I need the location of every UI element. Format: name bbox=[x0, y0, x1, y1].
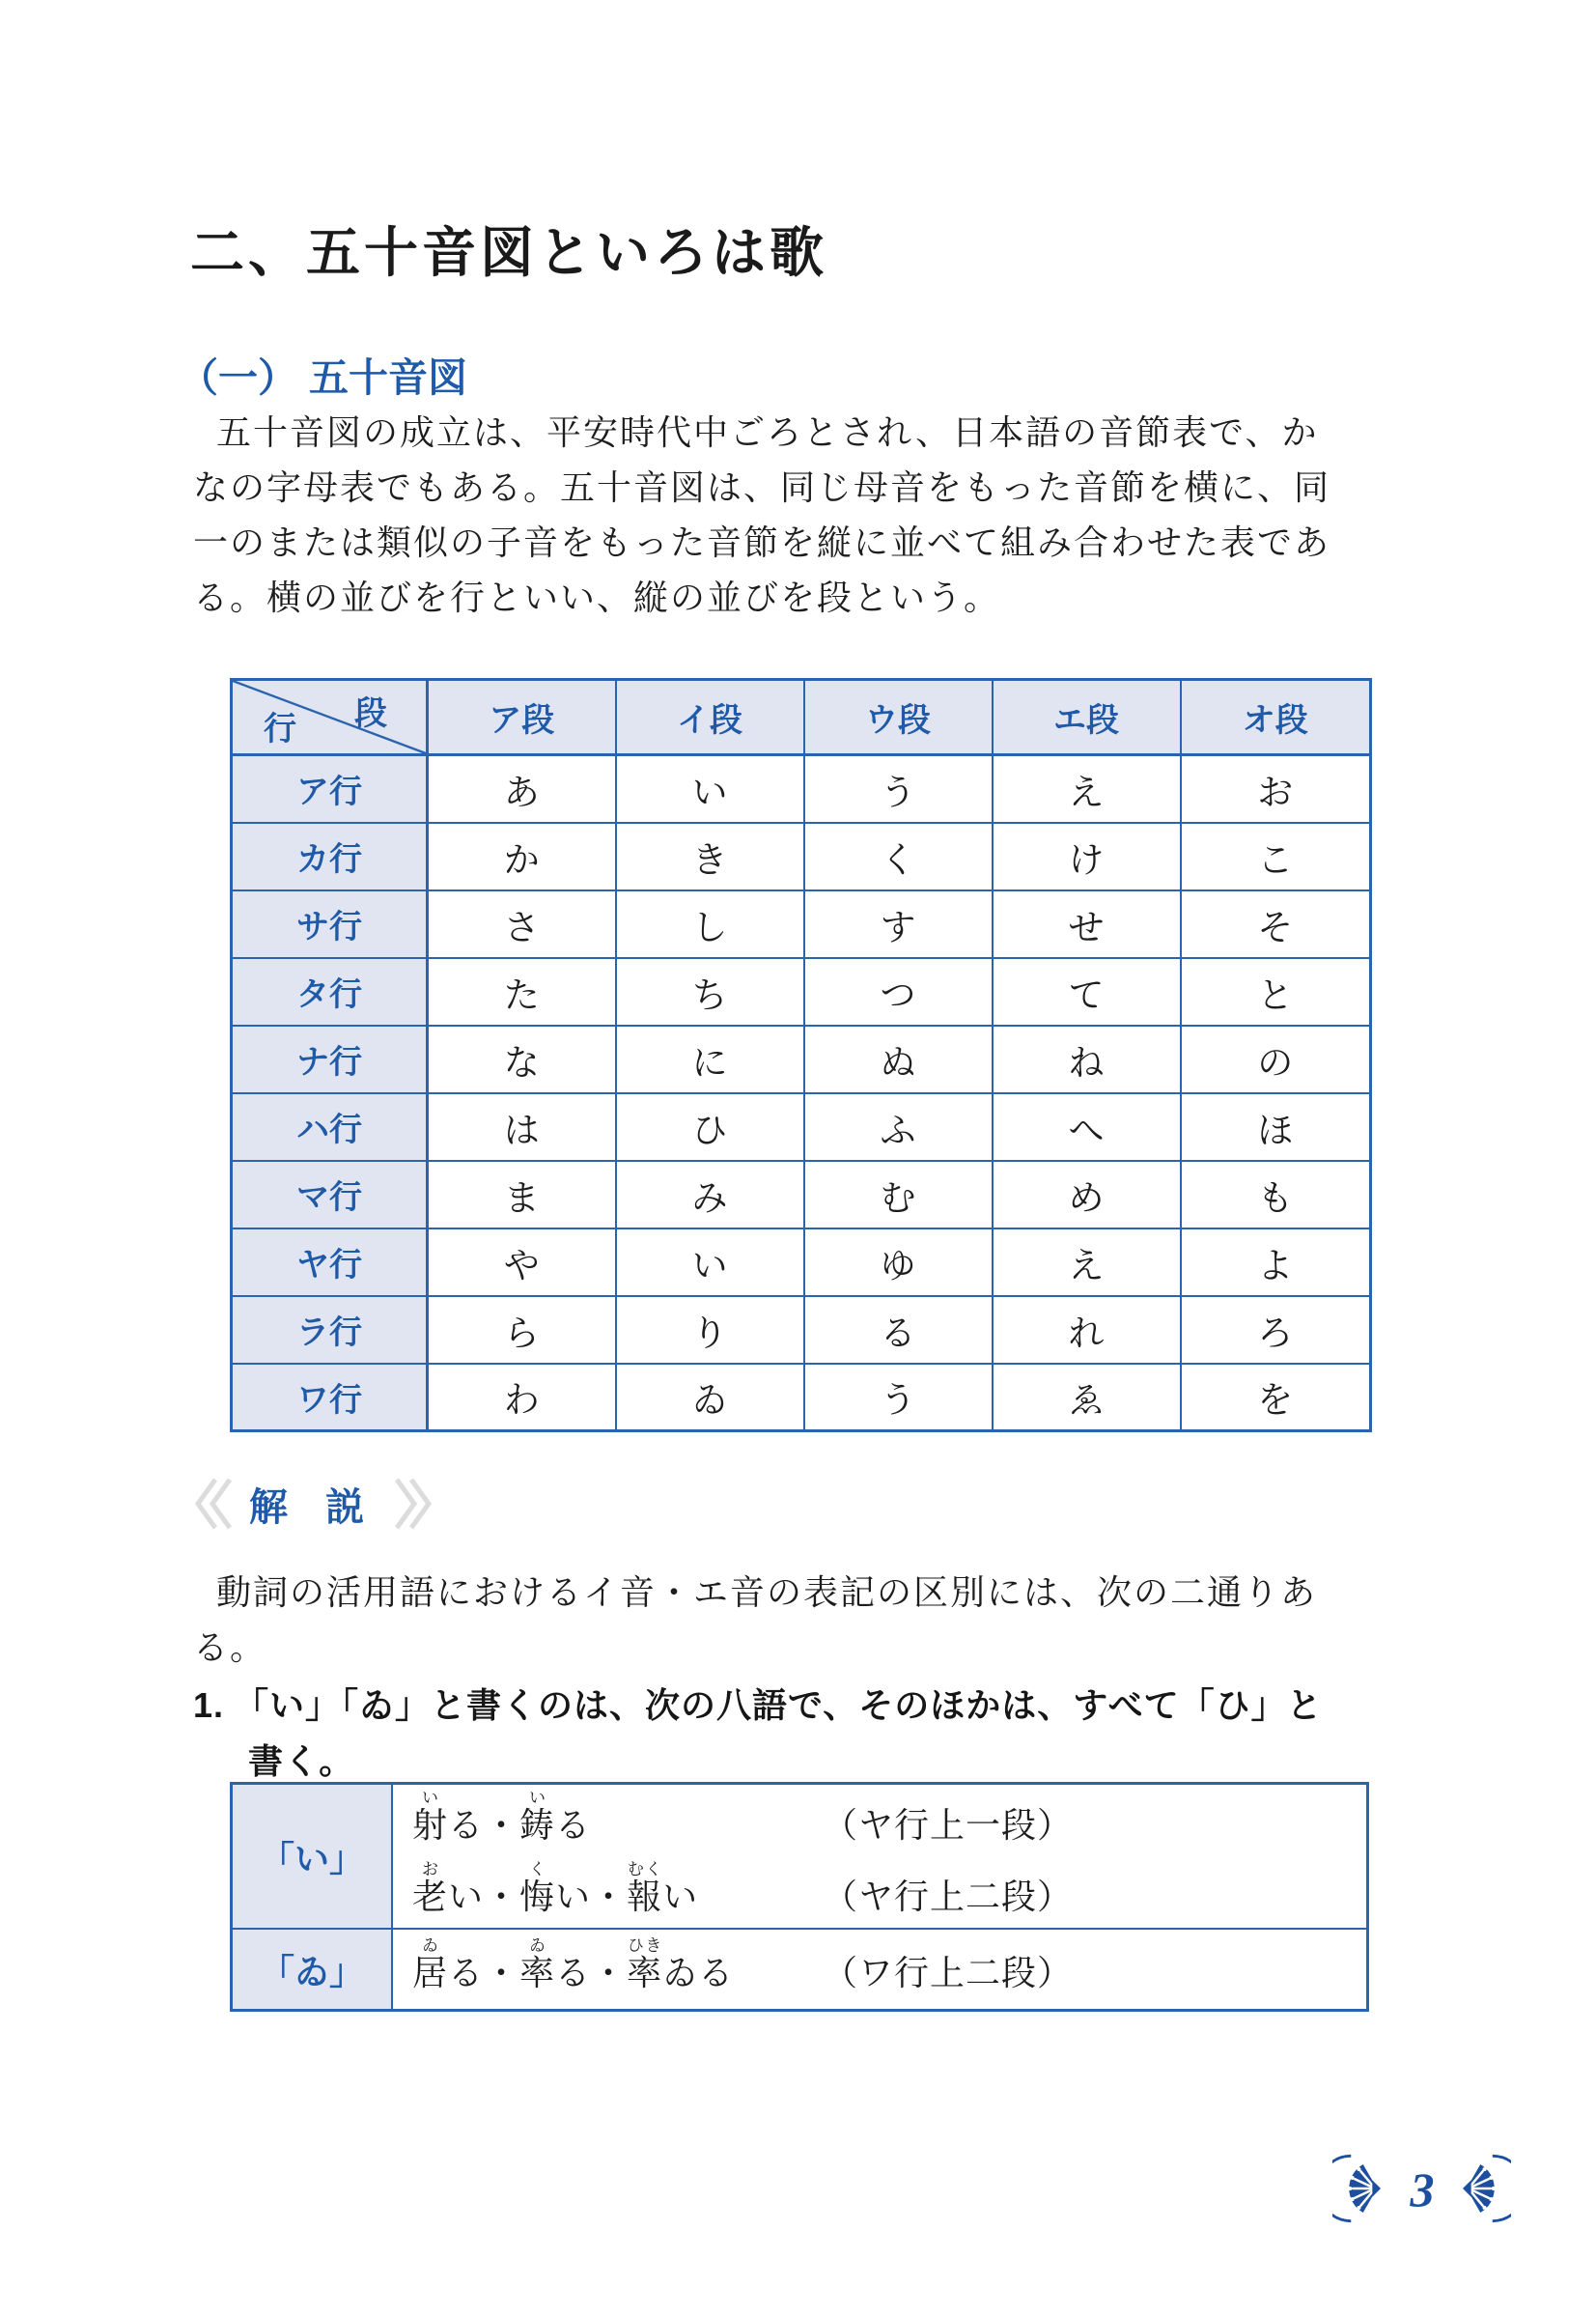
section-heading-text: 五十音図 bbox=[309, 355, 467, 400]
row-header: 「い」 bbox=[233, 1785, 393, 1928]
kana-cell: ね bbox=[993, 1026, 1181, 1093]
kana-cell: わ bbox=[428, 1364, 616, 1431]
row-header: ワ行 bbox=[232, 1364, 428, 1431]
paragraph-line: る。横の並びを行といい、縦の並びを段という。 bbox=[193, 578, 1001, 617]
kana-cell: や bbox=[428, 1228, 616, 1296]
kana-cell: ち bbox=[616, 958, 804, 1026]
conjugation-label: （ワ行上二段） bbox=[823, 1953, 1074, 1992]
kana-cell: せ bbox=[993, 890, 1181, 958]
paragraph-line: る。 bbox=[193, 1627, 267, 1667]
kana-cell: い bbox=[616, 755, 804, 823]
example-words: 老おい・悔くい・報むくい bbox=[412, 1860, 699, 1916]
kana-cell: へ bbox=[993, 1093, 1181, 1161]
table-row bbox=[232, 1228, 1371, 1296]
kana-cell: む bbox=[804, 1161, 993, 1228]
row-header: タ行 bbox=[232, 958, 428, 1026]
kana-cell: ゐ bbox=[616, 1364, 804, 1431]
paragraph-line: なの字母表でもある。五十音図は、同じ母音をもった音節を横に、同 bbox=[193, 467, 1331, 507]
column-header: ア段 bbox=[428, 680, 616, 755]
conjugation-label: （ヤ行上一段） bbox=[823, 1805, 1074, 1845]
table-row bbox=[232, 1161, 1371, 1228]
kana-cell: の bbox=[1181, 1026, 1371, 1093]
intro-paragraph bbox=[193, 405, 1410, 625]
hyouki-table bbox=[230, 1782, 1369, 2012]
kaisetsu-paragraph bbox=[193, 1565, 1410, 1675]
table-row bbox=[232, 755, 1371, 823]
kana-cell: ぬ bbox=[804, 1026, 993, 1093]
row-content bbox=[393, 1785, 1366, 1928]
kana-cell: さ bbox=[428, 890, 616, 958]
kana-cell: ふ bbox=[804, 1093, 993, 1161]
kana-cell: ろ bbox=[1181, 1296, 1371, 1364]
column-header: ウ段 bbox=[804, 680, 993, 755]
kana-cell: と bbox=[1181, 958, 1371, 1026]
row-header: ナ行 bbox=[232, 1026, 428, 1093]
row-header: サ行 bbox=[232, 890, 428, 958]
kana-cell: た bbox=[428, 958, 616, 1026]
numbered-item bbox=[193, 1679, 1323, 1728]
kana-cell: う bbox=[804, 1364, 993, 1431]
kana-cell: け bbox=[993, 823, 1181, 890]
paragraph-line: 五十音図の成立は、平安時代中ごろとされ、日本語の音節表で、か bbox=[216, 412, 1319, 452]
diagonal-divider bbox=[233, 681, 426, 753]
row-header: ラ行 bbox=[232, 1296, 428, 1364]
table-row bbox=[232, 958, 1371, 1026]
kana-cell: そ bbox=[1181, 890, 1371, 958]
table-row bbox=[233, 1785, 1366, 1930]
kana-cell: え bbox=[993, 1228, 1181, 1296]
kana-cell: う bbox=[804, 755, 993, 823]
kana-cell: は bbox=[428, 1093, 616, 1161]
kana-cell: り bbox=[616, 1296, 804, 1364]
column-header: エ段 bbox=[993, 680, 1181, 755]
table-row bbox=[232, 823, 1371, 890]
kana-cell: い bbox=[616, 1228, 804, 1296]
kana-cell: み bbox=[616, 1161, 804, 1228]
column-header: イ段 bbox=[616, 680, 804, 755]
kana-cell: こ bbox=[1181, 823, 1371, 890]
page-title: 二、五十音図といろは歌 bbox=[190, 222, 827, 283]
kana-cell: え bbox=[993, 755, 1181, 823]
table-row bbox=[232, 890, 1371, 958]
example-words: 居ゐる・率ゐる・率ひきゐる bbox=[412, 1936, 735, 1992]
kana-cell: す bbox=[804, 890, 993, 958]
item-text: 「い」「ゐ」と書くのは、次の八語で、そのほかは、すべて「ひ」と bbox=[234, 1685, 1323, 1725]
fan-icon bbox=[1463, 2152, 1511, 2225]
corner-label-gyo: 行 bbox=[264, 711, 296, 748]
table-row bbox=[232, 1364, 1371, 1431]
item-number: 1. bbox=[193, 1685, 225, 1725]
kana-cell: ゆ bbox=[804, 1228, 993, 1296]
numbered-item-continuation: 書く。 bbox=[248, 1741, 355, 1781]
kana-cell: ほ bbox=[1181, 1093, 1371, 1161]
row-header: ア行 bbox=[232, 755, 428, 823]
row-header: ハ行 bbox=[232, 1093, 428, 1161]
section-number: （一） bbox=[179, 355, 297, 400]
example-line bbox=[412, 1930, 1366, 2009]
kana-cell: よ bbox=[1181, 1228, 1371, 1296]
conjugation-label: （ヤ行上二段） bbox=[823, 1877, 1074, 1916]
corner-label-dan: 段 bbox=[354, 695, 387, 732]
row-content bbox=[393, 1930, 1366, 2009]
row-header: カ行 bbox=[232, 823, 428, 890]
kana-cell: を bbox=[1181, 1364, 1371, 1431]
fan-icon bbox=[1332, 2152, 1381, 2225]
example-line bbox=[412, 1856, 1366, 1928]
kana-cell: て bbox=[993, 958, 1181, 1026]
kaisetsu-badge bbox=[193, 1476, 434, 1532]
table-row bbox=[232, 1026, 1371, 1093]
column-header: オ段 bbox=[1181, 680, 1371, 755]
kaisetsu-label: 解 説 bbox=[249, 1485, 378, 1529]
kana-cell: ひ bbox=[616, 1093, 804, 1161]
row-header: 「ゐ」 bbox=[233, 1930, 393, 2009]
kana-cell: し bbox=[616, 890, 804, 958]
page-footer bbox=[1332, 2152, 1511, 2227]
section-heading bbox=[179, 346, 467, 403]
example-line bbox=[412, 1785, 1366, 1856]
gojuon-header-row bbox=[232, 680, 1371, 755]
paragraph-line: 動詞の活用語におけるイ音・エ音の表記の区別には、次の二通りあ bbox=[216, 1572, 1318, 1612]
kana-cell: る bbox=[804, 1296, 993, 1364]
kana-cell: ゑ bbox=[993, 1364, 1181, 1431]
table-row bbox=[232, 1296, 1371, 1364]
kana-cell: あ bbox=[428, 755, 616, 823]
kana-cell: も bbox=[1181, 1161, 1371, 1228]
example-words: 射いる・鋳いる bbox=[412, 1789, 592, 1845]
row-header: マ行 bbox=[232, 1161, 428, 1228]
kana-cell: め bbox=[993, 1161, 1181, 1228]
kana-cell: き bbox=[616, 823, 804, 890]
kana-cell: ま bbox=[428, 1161, 616, 1228]
kana-cell: く bbox=[804, 823, 993, 890]
page-number: 3 bbox=[1410, 2162, 1435, 2216]
kana-cell: ら bbox=[428, 1296, 616, 1364]
corner-cell bbox=[232, 680, 428, 755]
kana-cell: つ bbox=[804, 958, 993, 1026]
kana-cell: お bbox=[1181, 755, 1371, 823]
double-chevron-right-icon bbox=[393, 1476, 434, 1532]
kana-cell: に bbox=[616, 1026, 804, 1093]
row-header: ヤ行 bbox=[232, 1228, 428, 1296]
table-row bbox=[233, 1930, 1366, 2009]
gojuon-table bbox=[230, 678, 1372, 1432]
kana-cell: れ bbox=[993, 1296, 1181, 1364]
table-row bbox=[232, 1093, 1371, 1161]
kana-cell: か bbox=[428, 823, 616, 890]
kana-cell: な bbox=[428, 1026, 616, 1093]
double-chevron-left-icon bbox=[193, 1476, 234, 1532]
paragraph-line: 一のまたは類似の子音をもった音節を縦に並べて組み合わせた表であ bbox=[193, 522, 1331, 562]
